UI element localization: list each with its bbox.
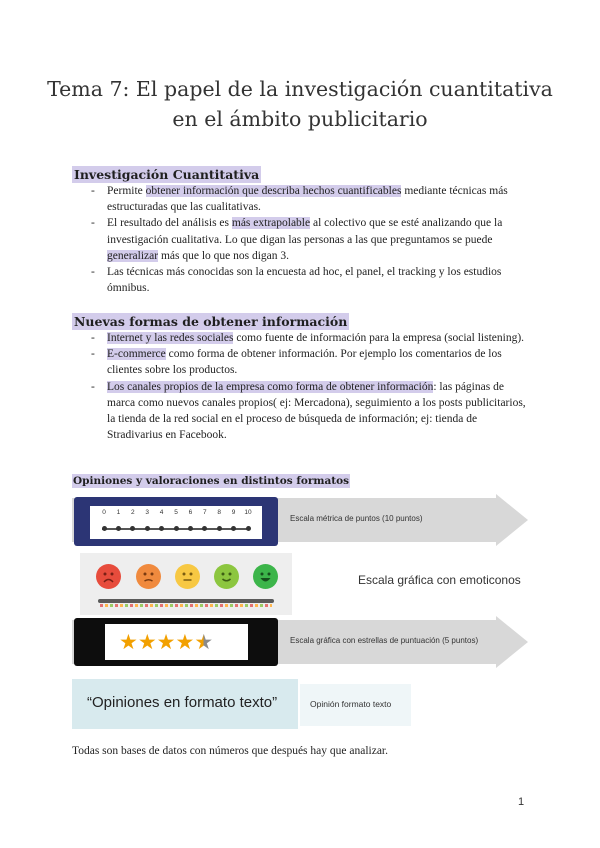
scale-point [116, 526, 121, 531]
scale-tick-label: 4 [159, 509, 164, 516]
face-sad-icon [136, 564, 161, 589]
star-rating [105, 624, 248, 660]
face-happy-icon [214, 564, 239, 589]
title-line-2: en el ámbito publicitario [172, 107, 428, 131]
emoticon-scale-caption: Escala gráfica con emoticonos [358, 573, 521, 587]
text-opinion-label [300, 684, 411, 726]
scale-tick-label: 2 [130, 509, 135, 516]
numeric-scale [90, 506, 262, 539]
section-heading-quantitative: Investigación Cuantitativa [74, 167, 260, 182]
star-icon: ★ [156, 630, 176, 654]
new-methods-bullet-list [88, 330, 534, 443]
star-scale-caption: Escala gráfica con estrellas de puntuación (5 puntos) [290, 636, 479, 645]
scale-tick-label: 8 [217, 509, 221, 516]
scale-tick-label: 0 [102, 509, 106, 516]
list-item: - Los canales propios de la empresa como forma de obtener información: las páginas de marca como nuevos canales propios( ej: Mercadona), seguimiento a los posts publicitarios, la tienda de la red social en el proceso de búsqueda de información; ej: tienda de Stradivarius en Facebook. [88, 379, 534, 444]
scale-point [174, 526, 179, 531]
star-icon: ★ [119, 630, 138, 654]
scale-point [202, 526, 207, 531]
list-item: - Permite obtener información que describa hechos cuantificables mediante técnicas más estructuradas que las cualitativas. [88, 183, 534, 215]
scale-point [130, 526, 135, 531]
face-neutral-icon [175, 564, 200, 589]
face-very-sad-icon [96, 564, 121, 589]
scale-point [102, 526, 107, 531]
page-number: 1 [518, 796, 525, 808]
numeric-scale-caption: Escala métrica de puntos (10 puntos) [290, 514, 423, 523]
scale-tick-label: 5 [174, 509, 178, 516]
scale-tick-label: 10 [244, 509, 252, 516]
scale-tick-label: 3 [145, 509, 149, 516]
closing-paragraph: Todas son bases de datos con números que después hay que analizar. [72, 745, 388, 757]
face-very-happy-icon [253, 564, 278, 589]
scale-tick-label: 1 [116, 509, 121, 516]
scale-point [159, 526, 164, 531]
scale-point [145, 526, 150, 531]
half-star-icon: ★ [194, 630, 214, 654]
list-item: - Las técnicas más conocidas son la encuesta ad hoc, el panel, el tracking y los estudios ómnibus. [88, 264, 534, 296]
list-item: - E-commerce como forma de obtener información. Por ejemplo los comentarios de los clientes sobre los productos. [88, 346, 534, 378]
list-item: - Internet y las redes sociales como fuente de información para la empresa (social listening). [88, 330, 534, 346]
star-icon: ★ [137, 630, 157, 654]
text-opinion-quote: “Opiniones en formato texto” [87, 694, 278, 711]
emoticon-scale-marks [100, 604, 272, 607]
star-icon: ★ [175, 630, 195, 654]
scale-point [188, 526, 193, 531]
emoticon-scale [80, 553, 292, 615]
page-title [0, 74, 600, 134]
section-heading-new-methods: Nuevas formas de obtener información [74, 314, 348, 329]
subheading-opinion-formats: Opiniones y valoraciones en distintos formatos [73, 475, 350, 487]
scale-tick-label: 6 [188, 509, 193, 516]
scale-point [246, 526, 251, 531]
text-opinion-caption: Opinión formato texto [310, 699, 392, 709]
scale-point [217, 526, 222, 531]
scale-tick-label: 9 [231, 509, 236, 516]
title-line-1: Tema 7: El papel de la investigación cuantitativa [47, 77, 553, 101]
star-rating-stars [119, 628, 213, 656]
scale-tick-label: 7 [202, 509, 207, 516]
list-item: - El resultado del análisis es más extrapolable al colectivo que se esté analizando que la investigación cualitativa. Lo que digan las personas a las que preguntamos se puede generalizar más que lo que nos digan 3. [88, 215, 534, 264]
emoticon-scale-track [98, 599, 274, 603]
scale-point [231, 526, 236, 531]
text-opinion-box [72, 679, 298, 729]
quantitative-bullet-list [88, 183, 534, 296]
